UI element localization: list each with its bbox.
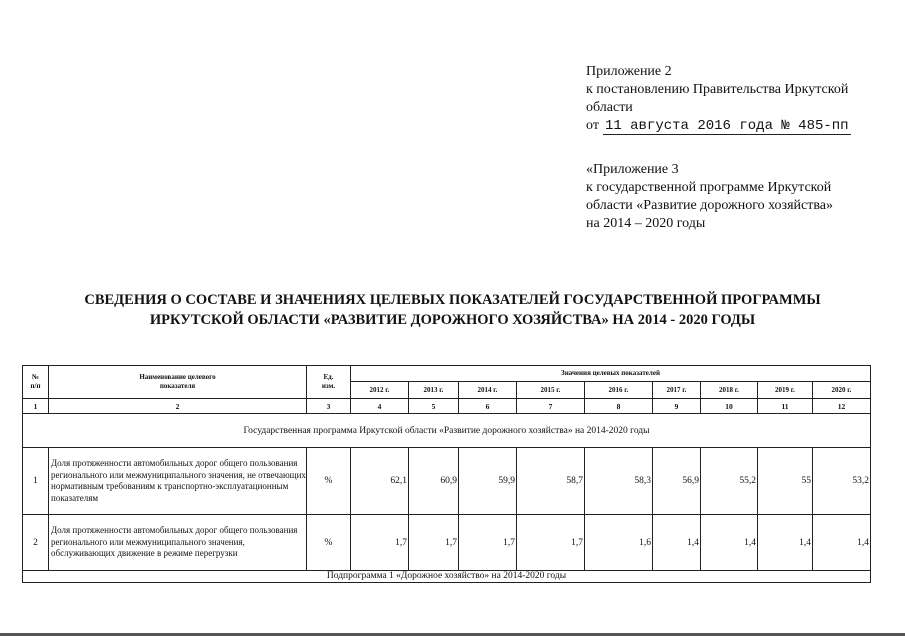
- indicator-unit: %: [307, 448, 351, 515]
- column-number: 6: [459, 399, 517, 414]
- column-number: 3: [307, 399, 351, 414]
- column-number: 10: [701, 399, 758, 414]
- column-number: 5: [409, 399, 459, 414]
- indicator-value: 55,2: [701, 448, 758, 515]
- column-number: 11: [758, 399, 813, 414]
- document-title: [30, 290, 875, 330]
- from-label: от: [586, 118, 599, 133]
- header-year: 2019 г.: [758, 382, 813, 399]
- header-year: 2012 г.: [351, 382, 409, 399]
- appendix-2-date-line: [586, 117, 886, 135]
- indicator-value: 56,9: [653, 448, 701, 515]
- indicator-value: 1,7: [409, 515, 459, 571]
- document-title-line-2: ИРКУТСКОЙ ОБЛАСТИ «РАЗВИТИЕ ДОРОЖНОГО ХОЗЯЙСТВА» НА 2014 - 2020 ГОДЫ: [149, 312, 756, 328]
- appendix-2-block: [586, 63, 886, 135]
- header-unit: Ед. изм.: [307, 366, 351, 399]
- indicator-value: 53,2: [813, 448, 871, 515]
- indicator-name: Доля протяженности автомобильных дорог общего пользования регионального или межмуниципального значения, не отвечающих нормативным требованиям к транспортно-эксплуатационным показателям: [49, 448, 307, 515]
- header-year: 2020 г.: [813, 382, 871, 399]
- section-subprogram-title: Подпрограмма 1 «Дорожное хозяйство» на 2014-2020 годы: [23, 571, 871, 583]
- header-values: Значения целевых показателей: [351, 366, 871, 382]
- appendix-2-title: Приложение 2: [586, 64, 672, 79]
- appendix-2-region: области: [586, 100, 633, 115]
- column-numbers-row: [23, 399, 871, 414]
- section-program-row: [23, 414, 871, 448]
- section-subprogram-row: [23, 571, 871, 583]
- column-number: 8: [585, 399, 653, 414]
- table-row: [23, 448, 871, 515]
- column-number: 9: [653, 399, 701, 414]
- table-header-row-1: [23, 366, 871, 382]
- header-year: 2018 г.: [701, 382, 758, 399]
- indicator-value: 1,7: [459, 515, 517, 571]
- header-year: 2016 г.: [585, 382, 653, 399]
- resolution-date-number: 11 августа 2016 года № 485-пп: [604, 118, 849, 134]
- section-program-title: Государственная программа Иркутской области «Развитие дорожного хозяйства» на 2014-2020 годы: [23, 414, 871, 448]
- header-number: № п/п: [23, 366, 49, 399]
- indicator-unit: %: [307, 515, 351, 571]
- appendix-3-program: к государственной программе Иркутской: [586, 180, 832, 195]
- indicator-value: 1,4: [758, 515, 813, 571]
- indicator-value: 62,1: [351, 448, 409, 515]
- header-year: 2014 г.: [459, 382, 517, 399]
- appendix-3-years: на 2014 – 2020 годы: [586, 216, 706, 231]
- indicator-value: 1,4: [701, 515, 758, 571]
- indicator-value: 1,7: [351, 515, 409, 571]
- table-row: [23, 515, 871, 571]
- header-indicator-name: Наименование целевого показателя: [49, 366, 307, 399]
- indicator-name: Доля протяженности автомобильных дорог общего пользования регионального или межмуниципального значения, обслуживающих движение в режиме перегрузки: [49, 515, 307, 571]
- appendix-3-block: [586, 161, 886, 233]
- indicator-value: 59,9: [459, 448, 517, 515]
- header-year: 2017 г.: [653, 382, 701, 399]
- indicator-value: 58,7: [517, 448, 585, 515]
- indicator-value: 1,4: [813, 515, 871, 571]
- header-year: 2015 г.: [517, 382, 585, 399]
- indicator-value: 55: [758, 448, 813, 515]
- header-year: 2013 г.: [409, 382, 459, 399]
- indicator-value: 1,4: [653, 515, 701, 571]
- row-index: 1: [23, 448, 49, 515]
- appendix-3-program-name: области «Развитие дорожного хозяйства»: [586, 198, 833, 213]
- indicator-value: 58,3: [585, 448, 653, 515]
- row-index: 2: [23, 515, 49, 571]
- scan-edge-line: [0, 633, 905, 636]
- indicator-value: 60,9: [409, 448, 459, 515]
- column-number: 1: [23, 399, 49, 414]
- column-number: 4: [351, 399, 409, 414]
- appendix-3-title: «Приложение 3: [586, 162, 679, 177]
- indicator-value: 1,7: [517, 515, 585, 571]
- indicators-table: [22, 365, 871, 583]
- column-number: 7: [517, 399, 585, 414]
- column-number: 12: [813, 399, 871, 414]
- document-title-line-1: СВЕДЕНИЯ О СОСТАВЕ И ЗНАЧЕНИЯХ ЦЕЛЕВЫХ ПОКАЗАТЕЛЕЙ ГОСУДАРСТВЕННОЙ ПРОГРАММЫ: [84, 292, 821, 308]
- indicator-value: 1,6: [585, 515, 653, 571]
- appendix-2-resolution: к постановлению Правительства Иркутской: [586, 82, 849, 97]
- column-number: 2: [49, 399, 307, 414]
